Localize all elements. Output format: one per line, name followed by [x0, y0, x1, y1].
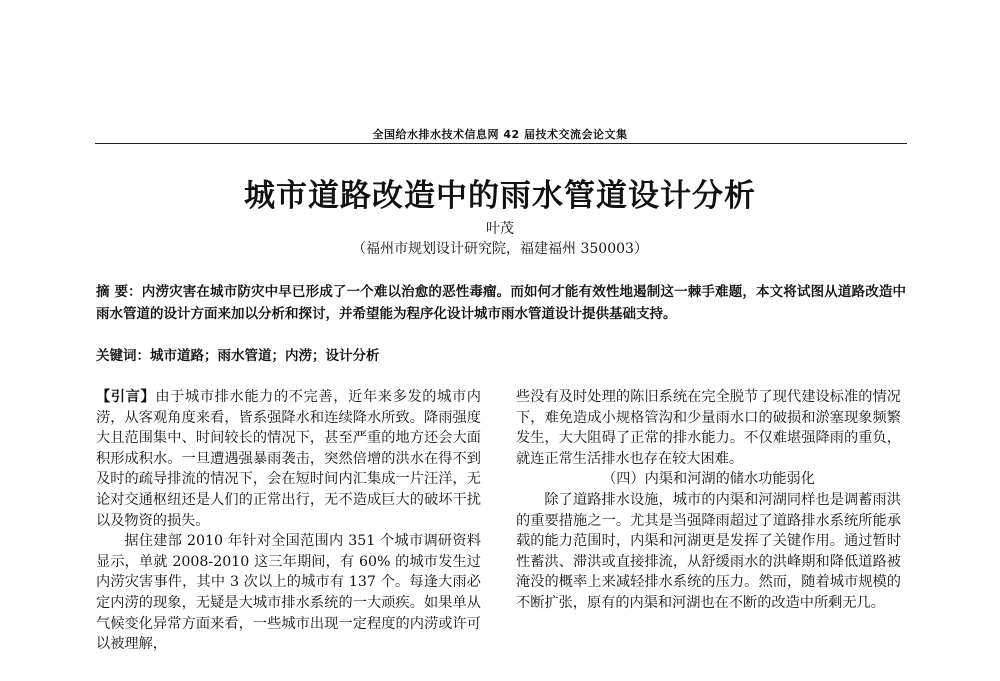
abstract — [96, 281, 906, 325]
body-column-right — [516, 387, 901, 614]
intro-text: 由于城市排水能力的不完善，近年来多发的城市内涝，从客观角度来看，皆系强降水和连续降水所致。降雨强度大且范围集中、时间较长的情况下，甚至严重的地方还会大面积形成积水。一旦遭遇强暴雨袭击，突然倍增的洪水在得不到及时的疏导排流的情况下，会在短时间内汇集成一片汪洋，无论对交通枢纽还是人们的正常出行，无不造成巨大的破坏干扰以及物资的损失。 — [96, 389, 481, 529]
intro-label: 【引言】 — [96, 389, 156, 405]
running-header: 全国给水排水技术信息网 42 届技术交流会论文集 — [372, 128, 628, 141]
paper-title: 城市道路改造中的雨水管道设计分析 — [244, 178, 756, 214]
section-subheading: （四）内渠和河湖的储水功能弱化 — [602, 471, 815, 488]
body-paragraph: 除了道路排水设施，城市的内渠和河湖同样也是调蓄雨洪的重要措施之一。尤其是当强降雨超过了道路排水系统所能承载的能力范围时，内渠和河湖更是发挥了关键作用。通过暂时性蓄洪、滞洪或直接排流，从舒缓雨水的洪峰期和降低道路被淹没的概率上来减轻排水系统的压力。然而，随着城市规模的不断扩张，原有的内渠和河湖也在不断的改造中所剩无几。 — [516, 491, 901, 611]
author-name: 叶茂 — [486, 221, 514, 237]
author-affiliation: （福州市规划设计研究院，福建福州 350003） — [352, 241, 648, 257]
body-paragraph: 些没有及时处理的陈旧系统在完全脱节了现代建设标准的情况下，难免造成小规格管沟和少量雨水口的破损和淤塞现象频繁发生，大大阻碍了正常的排水能力。不仅难堪强降雨的重负，就连正常生活排水也存在较大困难。 — [516, 389, 901, 467]
keywords-text: 城市道路；雨水管道；内涝；设计分析 — [150, 348, 380, 364]
body-column-left — [96, 387, 481, 655]
keywords-label: 关键词： — [96, 348, 150, 364]
body-paragraph: 据住建部 2010 年针对全国范围内 351 个城市调研资料显示，单就 2008-2010 这三年期间，有 60% 的城市发生过内涝灾害事件，其中 3 次以上的城市有 137 个。每逢大雨必定内涝的现象，无疑是大城市排水系统的一大顽疾。如果单从气候变化异常方面来看，一些城市出现一定程度的内涝或许可以被理解， — [96, 533, 481, 653]
intro-paragraph — [96, 387, 481, 531]
abstract-label: 摘 要： — [96, 284, 142, 300]
header-rule — [95, 143, 907, 144]
abstract-text: 内涝灾害在城市防灾中早已形成了一个难以治愈的恶性毒瘤。而如何才能有效性地遏制这一棘手难题，本文将试图从道路改造中雨水管道的设计方面来加以分析和探讨，并希望能为程序化设计城市雨水管道设计提供基础支持。 — [96, 284, 906, 322]
keywords — [96, 346, 906, 366]
